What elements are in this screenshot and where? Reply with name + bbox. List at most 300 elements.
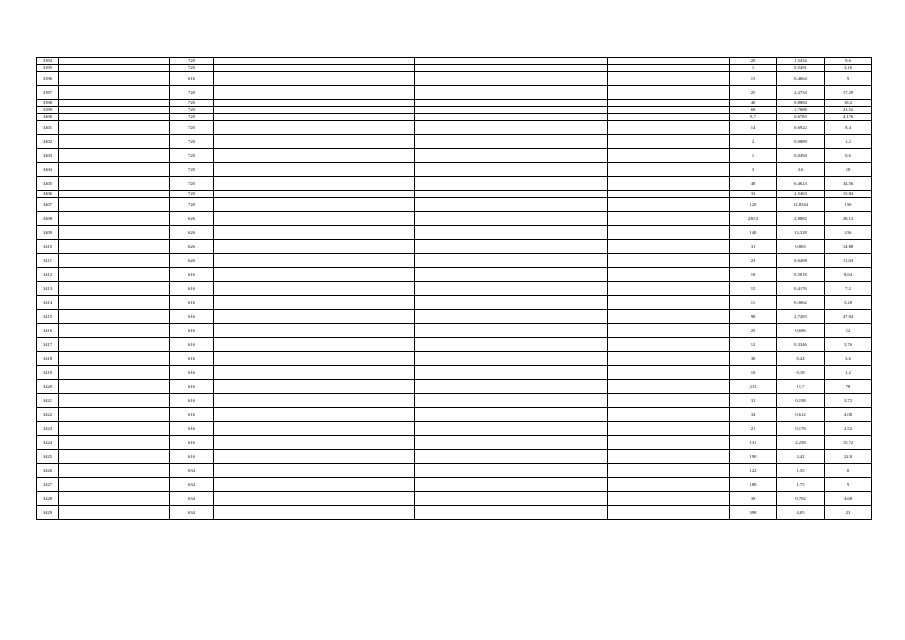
cell-address	[214, 100, 415, 107]
cell-address	[214, 380, 415, 394]
cell-object-type	[59, 436, 170, 450]
cell-object-type	[59, 149, 170, 163]
cell-organization	[415, 114, 608, 121]
cell-address	[214, 58, 415, 65]
cell-organization	[415, 65, 608, 72]
cell-value-a: 0,3062	[777, 296, 825, 310]
cell-value-a: 0,8884	[777, 100, 825, 107]
cell-quantity: 18	[730, 268, 777, 282]
cell-value-b: 216	[825, 226, 872, 240]
table-row	[37, 121, 872, 135]
cell-organization	[415, 464, 608, 478]
cell-row-number: 3405	[37, 177, 59, 191]
cell-row-number: 3395	[37, 65, 59, 72]
cell-quantity: 23	[730, 254, 777, 268]
cell-object-type	[59, 296, 170, 310]
cell-object-type	[59, 366, 170, 380]
cell-quantity: 15	[730, 72, 777, 86]
cell-object-type	[59, 324, 170, 338]
cell-unit	[608, 58, 730, 65]
cell-unit	[608, 226, 730, 240]
cell-value-a: 0,5018	[777, 268, 825, 282]
cell-value-b: 9	[825, 72, 872, 86]
cell-value-b: 17,29	[825, 86, 872, 100]
cell-object-type	[59, 177, 170, 191]
cell-unit	[608, 352, 730, 366]
cell-code: 720	[170, 58, 214, 65]
cell-address	[214, 338, 415, 352]
cell-row-number: 3414	[37, 296, 59, 310]
cell-code: 616	[170, 450, 214, 464]
cell-organization	[415, 212, 608, 226]
cell-organization	[415, 226, 608, 240]
table-row	[37, 114, 872, 121]
cell-value-b: 9	[825, 478, 872, 492]
cell-organization	[415, 408, 608, 422]
table-row	[37, 107, 872, 114]
cell-organization	[415, 422, 608, 436]
cell-address	[214, 352, 415, 366]
cell-code: 720	[170, 191, 214, 198]
cell-unit	[608, 422, 730, 436]
cell-unit	[608, 282, 730, 296]
cell-code: 626	[170, 240, 214, 254]
cell-value-a: 1,75	[777, 478, 825, 492]
cell-value-b: 1,2	[825, 366, 872, 380]
cell-row-number: 3400	[37, 114, 59, 121]
cell-value-b: 15,84	[825, 191, 872, 198]
cell-address	[214, 506, 415, 520]
cell-quantity: 11	[730, 296, 777, 310]
cell-code: 616	[170, 408, 214, 422]
cell-code: 626	[170, 226, 214, 240]
cell-code: 616	[170, 380, 214, 394]
cell-quantity: 8,7	[730, 114, 777, 121]
table-row	[37, 338, 872, 352]
cell-row-number: 3409	[37, 226, 59, 240]
cell-row-number: 3424	[37, 436, 59, 450]
cell-row-number: 3410	[37, 240, 59, 254]
cell-code: 616	[170, 352, 214, 366]
cell-organization	[415, 100, 608, 107]
cell-value-b: 8,4	[825, 121, 872, 135]
cell-value-a: 0,6922	[777, 121, 825, 135]
cell-value-a: 0,24	[777, 352, 825, 366]
cell-object-type	[59, 338, 170, 352]
cell-row-number: 3419	[37, 366, 59, 380]
cell-address	[214, 422, 415, 436]
cell-code: 616	[170, 436, 214, 450]
cell-value-b: 4,08	[825, 408, 872, 422]
cell-address	[214, 163, 415, 177]
cell-code: 616	[170, 422, 214, 436]
cell-row-number: 3416	[37, 324, 59, 338]
cell-object-type	[59, 380, 170, 394]
cell-row-number: 3427	[37, 478, 59, 492]
table-row	[37, 198, 872, 212]
cell-quantity: 25	[730, 86, 777, 100]
cell-address	[214, 114, 415, 121]
table-row	[37, 506, 872, 520]
cell-address	[214, 450, 415, 464]
cell-row-number: 3397	[37, 86, 59, 100]
cell-value-a: 13,328	[777, 226, 825, 240]
cell-quantity: 10	[730, 366, 777, 380]
cell-value-a: 11,7	[777, 380, 825, 394]
cell-code: 616	[170, 282, 214, 296]
cell-value-a: 3,42	[777, 450, 825, 464]
cell-value-b: 34,56	[825, 177, 872, 191]
cell-organization	[415, 163, 608, 177]
cell-object-type	[59, 240, 170, 254]
cell-value-a: 0,0494	[777, 149, 825, 163]
cell-quantity: 3	[730, 163, 777, 177]
cell-object-type	[59, 198, 170, 212]
cell-object-type	[59, 506, 170, 520]
cell-address	[214, 191, 415, 198]
table-row	[37, 177, 872, 191]
cell-organization	[415, 191, 608, 198]
cell-code: 616	[170, 268, 214, 282]
cell-value-a: 2,8882	[777, 212, 825, 226]
cell-row-number: 3398	[37, 100, 59, 107]
cell-unit	[608, 436, 730, 450]
cell-value-a: 0,6783	[777, 114, 825, 121]
cell-object-type	[59, 163, 170, 177]
cell-value-a: 2,7283	[777, 310, 825, 324]
cell-code: 616	[170, 394, 214, 408]
cell-quantity: 190	[730, 450, 777, 464]
cell-object-type	[59, 226, 170, 240]
cell-unit	[608, 254, 730, 268]
cell-value-b: 11,04	[825, 254, 872, 268]
cell-quantity: 31	[730, 240, 777, 254]
cell-code: 720	[170, 163, 214, 177]
cell-organization	[415, 506, 608, 520]
cell-unit	[608, 121, 730, 135]
cell-row-number: 3425	[37, 450, 59, 464]
table-row	[37, 310, 872, 324]
cell-organization	[415, 121, 608, 135]
cell-organization	[415, 198, 608, 212]
cell-row-number: 3407	[37, 198, 59, 212]
cell-value-b: 28,12	[825, 212, 872, 226]
cell-quantity: 33	[730, 191, 777, 198]
cell-organization	[415, 338, 608, 352]
cell-quantity: 30	[730, 352, 777, 366]
cell-object-type	[59, 114, 170, 121]
cell-value-b: 7,2	[825, 282, 872, 296]
cell-row-number: 3426	[37, 464, 59, 478]
cell-organization	[415, 268, 608, 282]
cell-value-b: 3,72	[825, 394, 872, 408]
cell-quantity: 120	[730, 198, 777, 212]
table-row	[37, 212, 872, 226]
cell-object-type	[59, 72, 170, 86]
table-row	[37, 296, 872, 310]
table-row	[37, 380, 872, 394]
cell-unit	[608, 506, 730, 520]
cell-code: 634	[170, 492, 214, 506]
table-row	[37, 100, 872, 107]
table-row	[37, 149, 872, 163]
cell-quantity: 131	[730, 436, 777, 450]
cell-code: 634	[170, 478, 214, 492]
cell-value-a: 12,8544	[777, 198, 825, 212]
cell-quantity: 25	[730, 324, 777, 338]
cell-value-a: 0,6408	[777, 254, 825, 268]
cell-code: 720	[170, 135, 214, 149]
cell-row-number: 3402	[37, 135, 59, 149]
table-row	[37, 72, 872, 86]
cell-value-a: 1,7088	[777, 107, 825, 114]
cell-address	[214, 121, 415, 135]
cell-quantity: 39	[730, 492, 777, 506]
cell-row-number: 3413	[37, 282, 59, 296]
cell-value-b: 156	[825, 198, 872, 212]
cell-value-a: 0,3346	[777, 338, 825, 352]
table-row	[37, 450, 872, 464]
cell-object-type	[59, 478, 170, 492]
cell-quantity: 14	[730, 121, 777, 135]
cell-code: 720	[170, 86, 214, 100]
cell-row-number: 3404	[37, 163, 59, 177]
cell-code: 720	[170, 65, 214, 72]
cell-unit	[608, 191, 730, 198]
cell-unit	[608, 114, 730, 121]
cell-quantity: 122	[730, 464, 777, 478]
cell-address	[214, 149, 415, 163]
cell-value-a: 3,6	[777, 163, 825, 177]
cell-quantity: 20	[730, 58, 777, 65]
cell-row-number: 3421	[37, 394, 59, 408]
cell-code: 720	[170, 107, 214, 114]
cell-code: 634	[170, 506, 214, 520]
cell-value-b: 22,8	[825, 450, 872, 464]
table-row	[37, 352, 872, 366]
cell-quantity: 15	[730, 282, 777, 296]
cell-object-type	[59, 492, 170, 506]
cell-address	[214, 478, 415, 492]
cell-object-type	[59, 422, 170, 436]
cell-value-b: 1,2	[825, 135, 872, 149]
cell-value-b: 0	[825, 464, 872, 478]
cell-unit	[608, 198, 730, 212]
cell-code: 626	[170, 254, 214, 268]
cell-organization	[415, 282, 608, 296]
cell-value-b: 4,68	[825, 492, 872, 506]
table-row	[37, 240, 872, 254]
cell-row-number: 3411	[37, 254, 59, 268]
cell-quantity: 2	[730, 135, 777, 149]
cell-quantity: 34	[730, 408, 777, 422]
cell-value-b: 5,76	[825, 338, 872, 352]
cell-object-type	[59, 254, 170, 268]
cell-unit	[608, 149, 730, 163]
cell-address	[214, 366, 415, 380]
cell-code: 616	[170, 310, 214, 324]
cell-address	[214, 198, 415, 212]
cell-quantity: 12	[730, 338, 777, 352]
table-row	[37, 226, 872, 240]
cell-address	[214, 492, 415, 506]
cell-organization	[415, 86, 608, 100]
cell-object-type	[59, 352, 170, 366]
cell-value-b: 78	[825, 380, 872, 394]
cell-row-number: 3420	[37, 380, 59, 394]
cell-code: 616	[170, 296, 214, 310]
cell-row-number: 3415	[37, 310, 59, 324]
table-row	[37, 436, 872, 450]
table-row	[37, 65, 872, 72]
table-row	[37, 366, 872, 380]
cell-value-a: 1,35	[777, 464, 825, 478]
cell-quantity: 398	[730, 506, 777, 520]
cell-object-type	[59, 212, 170, 226]
cell-quantity: 69	[730, 107, 777, 114]
cell-row-number: 3423	[37, 422, 59, 436]
document-page	[36, 57, 871, 520]
cell-unit	[608, 408, 730, 422]
cell-object-type	[59, 450, 170, 464]
cell-organization	[415, 492, 608, 506]
table-row	[37, 464, 872, 478]
cell-address	[214, 240, 415, 254]
cell-value-a: 0,4664	[777, 72, 825, 86]
cell-address	[214, 324, 415, 338]
cell-organization	[415, 254, 608, 268]
cell-object-type	[59, 191, 170, 198]
cell-code: 720	[170, 100, 214, 107]
cell-address	[214, 310, 415, 324]
cell-value-b: 8,64	[825, 268, 872, 282]
cell-organization	[415, 450, 608, 464]
cell-value-a: 2,5463	[777, 191, 825, 198]
cell-address	[214, 107, 415, 114]
cell-address	[214, 135, 415, 149]
cell-code: 616	[170, 72, 214, 86]
cell-organization	[415, 135, 608, 149]
cell-address	[214, 254, 415, 268]
data-table	[36, 57, 872, 520]
cell-organization	[415, 58, 608, 65]
cell-unit	[608, 464, 730, 478]
cell-unit	[608, 86, 730, 100]
cell-value-a: 1,5432	[777, 58, 825, 65]
cell-unit	[608, 324, 730, 338]
cell-row-number: 3394	[37, 58, 59, 65]
cell-object-type	[59, 86, 170, 100]
cell-row-number: 3412	[37, 268, 59, 282]
table-row	[37, 254, 872, 268]
cell-row-number: 3396	[37, 72, 59, 86]
cell-address	[214, 65, 415, 72]
cell-unit	[608, 310, 730, 324]
cell-value-b: 0,6	[825, 149, 872, 163]
cell-address	[214, 282, 415, 296]
cell-value-b: 23	[825, 506, 872, 520]
cell-value-a: 0,18	[777, 366, 825, 380]
cell-quantity: 98	[730, 310, 777, 324]
cell-unit	[608, 72, 730, 86]
cell-code: 720	[170, 198, 214, 212]
cell-address	[214, 86, 415, 100]
cell-row-number: 3401	[37, 121, 59, 135]
table-row	[37, 324, 872, 338]
cell-quantity: 140	[730, 226, 777, 240]
cell-value-b: 14,88	[825, 240, 872, 254]
cell-code: 626	[170, 212, 214, 226]
cell-object-type	[59, 282, 170, 296]
table-row	[37, 58, 872, 65]
cell-value-b: 23,52	[825, 107, 872, 114]
cell-address	[214, 464, 415, 478]
cell-organization	[415, 380, 608, 394]
cell-object-type	[59, 65, 170, 72]
cell-unit	[608, 366, 730, 380]
cell-unit	[608, 478, 730, 492]
cell-quantity: 31	[730, 394, 777, 408]
cell-row-number: 3408	[37, 212, 59, 226]
cell-address	[214, 226, 415, 240]
cell-value-b: 2,52	[825, 422, 872, 436]
cell-organization	[415, 72, 608, 86]
cell-unit	[608, 177, 730, 191]
cell-organization	[415, 240, 608, 254]
table-row	[37, 478, 872, 492]
cell-unit	[608, 135, 730, 149]
cell-row-number: 3422	[37, 408, 59, 422]
cell-value-b: 5,28	[825, 296, 872, 310]
cell-value-a: 0,702	[777, 492, 825, 506]
cell-object-type	[59, 100, 170, 107]
cell-quantity: 188	[730, 478, 777, 492]
cell-organization	[415, 107, 608, 114]
cell-address	[214, 177, 415, 191]
cell-unit	[608, 240, 730, 254]
cell-unit	[608, 450, 730, 464]
cell-quantity: 213	[730, 380, 777, 394]
cell-address	[214, 268, 415, 282]
cell-value-b: 18	[825, 163, 872, 177]
cell-organization	[415, 436, 608, 450]
cell-address	[214, 394, 415, 408]
cell-object-type	[59, 310, 170, 324]
cell-unit	[608, 268, 730, 282]
cell-value-a: 0,612	[777, 408, 825, 422]
cell-row-number: 3403	[37, 149, 59, 163]
table-row	[37, 86, 872, 100]
cell-quantity: 1	[730, 65, 777, 72]
cell-address	[214, 72, 415, 86]
cell-value-a: 6,4623	[777, 177, 825, 191]
cell-value-a: 4,05	[777, 506, 825, 520]
cell-code: 634	[170, 464, 214, 478]
cell-value-a: 0,4176	[777, 282, 825, 296]
cell-object-type	[59, 58, 170, 65]
cell-object-type	[59, 121, 170, 135]
cell-value-a: 2,258	[777, 436, 825, 450]
cell-row-number: 3406	[37, 191, 59, 198]
cell-value-b: 9,6	[825, 58, 872, 65]
cell-unit	[608, 163, 730, 177]
cell-object-type	[59, 464, 170, 478]
cell-value-a: 2,2754	[777, 86, 825, 100]
table-row	[37, 268, 872, 282]
table-row	[37, 135, 872, 149]
cell-code: 720	[170, 121, 214, 135]
cell-value-b: 4,176	[825, 114, 872, 121]
